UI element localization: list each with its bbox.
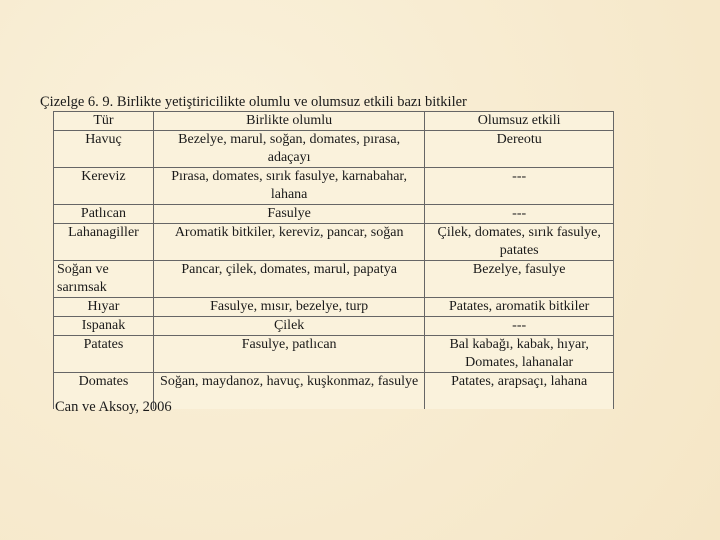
- table-row: [54, 298, 614, 317]
- header-cell: Birlikte olumlu: [153, 112, 424, 131]
- plant-cell: Hıyar: [54, 298, 154, 317]
- negative-cell: Bal kabağı, kabak, hıyar, Domates, lahanalar: [425, 336, 614, 373]
- table-row: [54, 205, 614, 224]
- plant-cell: Lahanagiller: [54, 224, 154, 261]
- plant-cell: Ispanak: [54, 317, 154, 336]
- header-cell: Olumsuz etkili: [425, 112, 614, 131]
- positive-cell: Bezelye, marul, soğan, domates, pırasa, adaçayı: [153, 131, 424, 168]
- source-citation: Can ve Aksoy, 2006: [55, 399, 172, 415]
- negative-cell: Patates, aromatik bitkiler: [425, 298, 614, 317]
- positive-cell: Çilek: [153, 317, 424, 336]
- negative-cell: Patates, arapsaçı, lahana: [425, 373, 614, 409]
- positive-cell: Aromatik bitkiler, kereviz, pancar, soğan: [153, 224, 424, 261]
- table-header-row: [54, 112, 614, 131]
- plant-cell: Soğan ve sarımsak: [54, 261, 154, 298]
- plant-cell: Patates: [54, 336, 154, 373]
- positive-cell: Soğan, maydanoz, havuç, kuşkonmaz, fasulye: [153, 373, 424, 409]
- positive-cell: Fasulye, mısır, bezelye, turp: [153, 298, 424, 317]
- positive-cell: Fasulye, patlıcan: [153, 336, 424, 373]
- plant-cell: Kereviz: [54, 168, 154, 205]
- plant-cell: Patlıcan: [54, 205, 154, 224]
- table-row: [54, 168, 614, 205]
- negative-cell: ---: [425, 168, 614, 205]
- negative-cell: Bezelye, fasulye: [425, 261, 614, 298]
- table-row: [54, 336, 614, 373]
- positive-cell: Fasulye: [153, 205, 424, 224]
- companion-planting-table: [53, 111, 614, 409]
- plant-cell: Havuç: [54, 131, 154, 168]
- positive-cell: Pancar, çilek, domates, marul, papatya: [153, 261, 424, 298]
- negative-cell: ---: [425, 317, 614, 336]
- table-row: [54, 131, 614, 168]
- header-cell: Tür: [54, 112, 154, 131]
- table-row: [54, 224, 614, 261]
- plant-cell: Domates: [54, 373, 154, 409]
- table-row: [54, 261, 614, 298]
- table-caption: Çizelge 6. 9. Birlikte yetiştiricilikte olumlu ve olumsuz etkili bazı bitkiler: [40, 94, 467, 110]
- positive-cell: Pırasa, domates, sırık fasulye, karnabahar, lahana: [153, 168, 424, 205]
- negative-cell: Çilek, domates, sırık fasulye, patates: [425, 224, 614, 261]
- negative-cell: ---: [425, 205, 614, 224]
- table-row: [54, 317, 614, 336]
- negative-cell: Dereotu: [425, 131, 614, 168]
